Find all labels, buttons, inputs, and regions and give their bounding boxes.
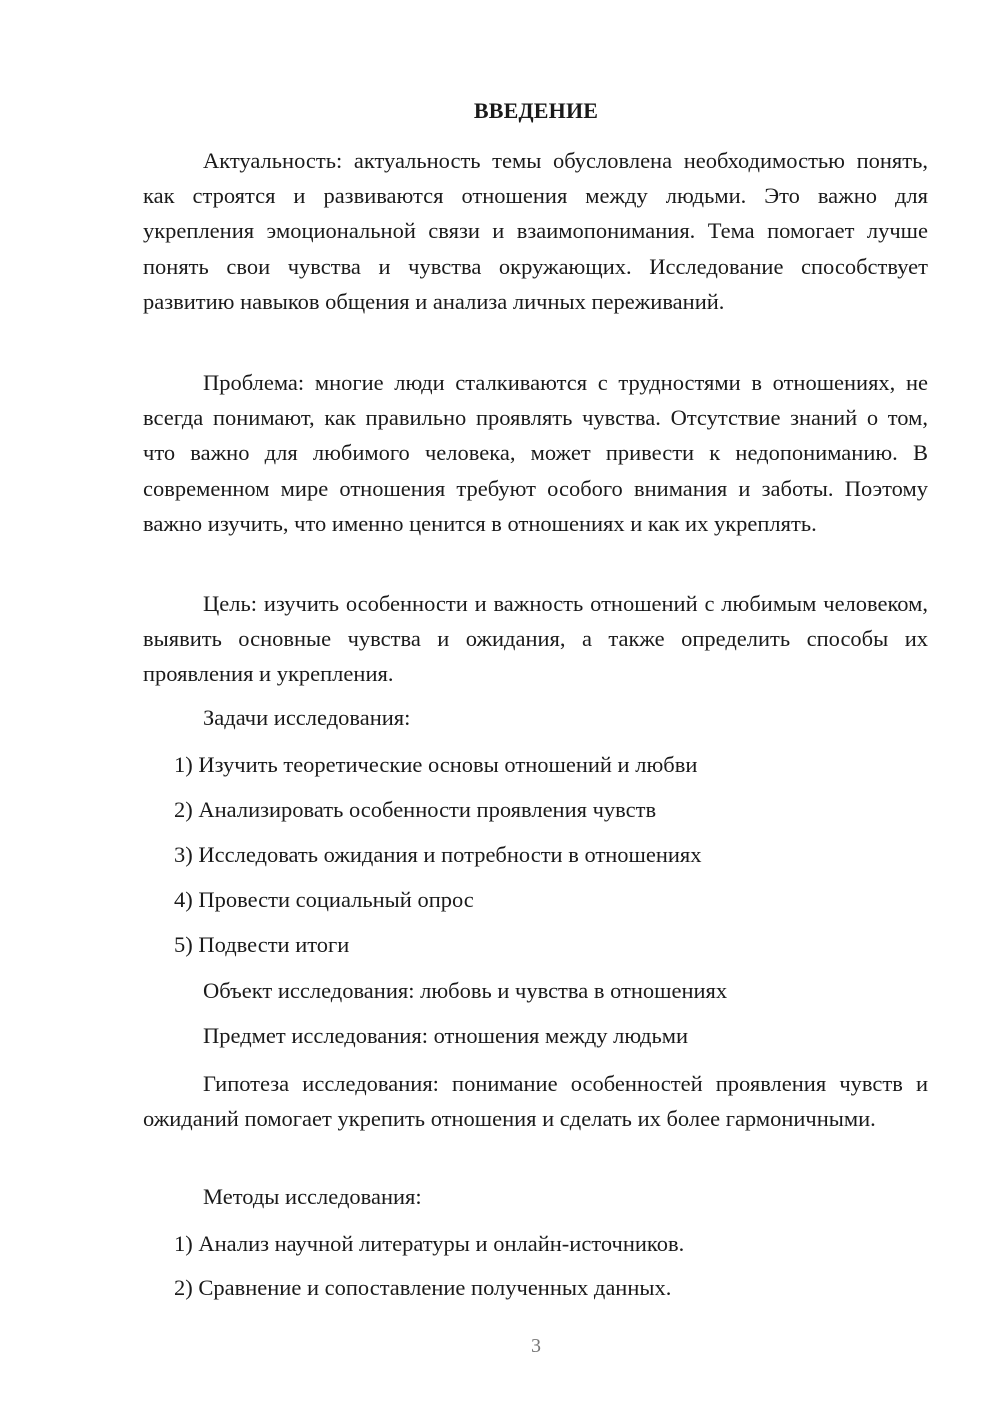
method-item: 2) Сравнение и сопоставление полученных данных. [174, 1275, 672, 1300]
task-item: 1) Изучить теоретические основы отношений и любви [174, 752, 698, 777]
hypothesis-paragraph: Гипотеза исследования: понимание особенностей проявления чувств и ожиданий помогает укрепить отношения и сделать их более гармоничными. [143, 1071, 928, 1132]
task-item: 3) Исследовать ожидания и потребности в отношениях [174, 842, 702, 867]
problem-paragraph: Проблема: многие люди сталкиваются с трудностями в отношениях, не всегда понимают, как правильно проявлять чувства. Отсутствие знаний о том, что важно для любимого человека, может привести к недопониманию. В современном мире отношения требуют особого внимания и заботы. Поэтому важно изучить, что именно ценится в отношениях и как их укреплять. [143, 370, 928, 536]
page-number: 3 [531, 1335, 541, 1357]
research-subject: Предмет исследования: отношения между людьми [203, 1023, 688, 1048]
method-item: 1) Анализ научной литературы и онлайн-источников. [174, 1231, 685, 1256]
relevance-paragraph: Актуальность: актуальность темы обусловлена необходимостью понять, как строятся и развиваются отношения между людьми. Это важно для укрепления эмоциональной связи и взаимопонимания. Тема помогает лучше понять свои чувства и чувства окружающих. Исследование способствует развитию навыков общения и анализа личных переживаний. [143, 148, 928, 314]
tasks-heading: Задачи исследования: [203, 705, 411, 730]
methods-heading: Методы исследования: [203, 1184, 422, 1209]
task-item: 2) Анализировать особенности проявления чувств [174, 797, 657, 822]
research-object: Объект исследования: любовь и чувства в отношениях [203, 978, 728, 1003]
task-item: 5) Подвести итоги [174, 932, 350, 957]
goal-paragraph: Цель: изучить особенности и важность отношений с любимым человеком, выявить основные чувства и ожидания, а также определить способы их проявления и укрепления. [143, 591, 928, 687]
task-item: 4) Провести социальный опрос [174, 887, 474, 912]
section-title: ВВЕДЕНИЕ [473, 98, 599, 123]
